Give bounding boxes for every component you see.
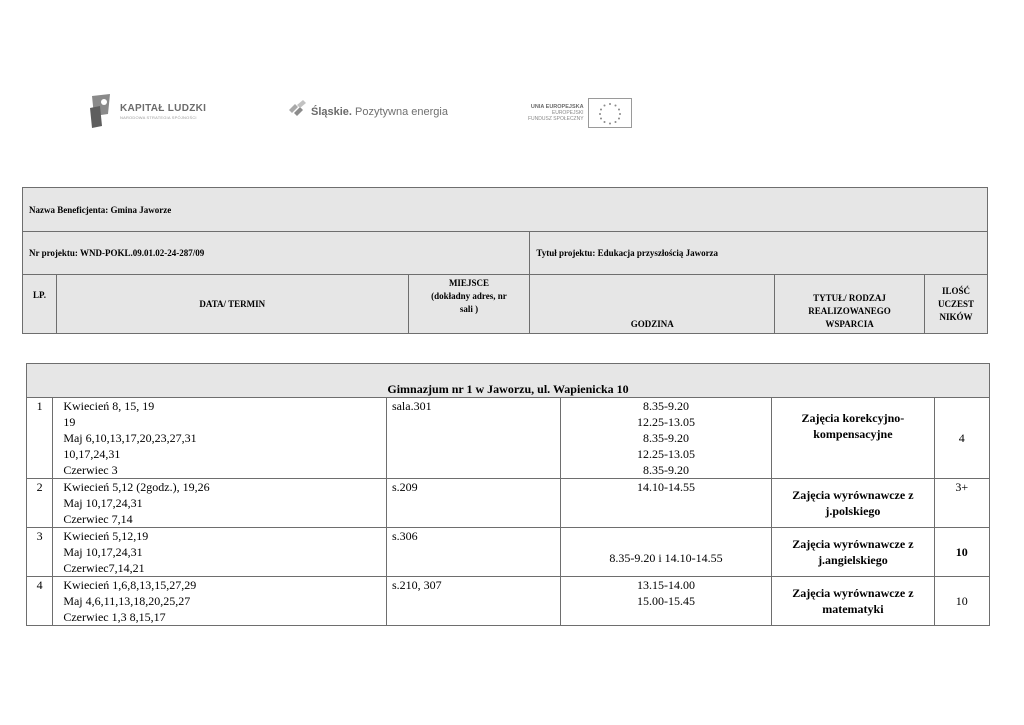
hour-line: 8.35-9.20 [643,399,689,413]
col-header-hour: GODZINA [530,275,775,334]
col-header-place-line2: (dokładny adres, nr [431,291,507,301]
col-header-participants [925,275,988,334]
row-place: sala.301 [386,398,560,479]
date-line: Czerwiec 1,3 8,15,17 [63,610,166,624]
date-line: 19 [63,415,76,429]
row-count: 10 [934,528,989,577]
table-row [27,479,990,528]
date-line: Maj 10,17,24,31 [63,496,143,510]
slaskie-name: Śląskie. [311,105,352,118]
date-line: Maj 10,17,24,31 [63,545,143,559]
col-header-date: DATA/ TERMIN [56,275,408,334]
beneficiary-cell: Nazwa Beneficjenta: Gmina Jaworze [23,188,988,232]
project-number-cell: Nr projektu: WND-POKL.09.01.02-24-287/09 [23,232,530,275]
slaskie-emblem-icon [289,100,307,123]
row-dates [53,528,387,577]
date-line: Czerwiec7,14,21 [63,561,145,575]
eu-line1: UNIA EUROPEJSKA [530,104,584,110]
date-line: Kwiecień 8, 15, 19 [63,399,155,413]
kapital-ludzki-emblem-icon [88,94,114,128]
row-dates [53,577,387,626]
row-lp: 4 [27,577,53,626]
hour-line: 12.25-13.05 [637,415,695,429]
row-hours [560,528,771,577]
schedule-table [26,363,990,626]
school-name-cell: Gimnazjum nr 1 w Jaworzu, ul. Wapienicka 10 [27,364,990,398]
date-line: Czerwiec 3 [63,463,118,477]
date-line: 10,17,24,31 [63,447,121,461]
eu-logo [528,98,632,128]
row-count: 3+ [934,479,989,528]
row-hours [560,577,771,626]
row-place: s.306 [386,528,560,577]
row-type: Zajęcia wyrównawcze z j.angielskiego [772,528,934,577]
col-header-type [775,275,925,334]
date-line: Maj 4,6,11,13,18,20,25,27 [63,594,191,608]
col-header-lp: LP. [23,275,57,334]
project-header-table [22,187,988,334]
date-line: Kwiecień 5,12 (2godz.), 19,26 [63,480,210,494]
row-type: Zajęcia wyrównawcze z matematyki [772,577,934,626]
hour-line: 14.10-14.55 [637,480,695,494]
row-place: s.210, 307 [386,577,560,626]
row-dates [53,398,387,479]
row-lp: 1 [27,398,53,479]
col-header-participants-line3: NIKÓW [939,311,973,322]
col-header-place-line3: sali ) [459,304,479,314]
hour-line: 8.35-9.20 [643,431,689,445]
date-line: Kwiecień 1,6,8,13,15,27,29 [63,578,197,592]
row-place: s.209 [386,479,560,528]
col-header-type-line3: WSPARCIA [825,319,874,329]
slaskie-slogan: Pozytywna energia [355,105,448,118]
col-header-place [408,275,530,334]
table-row [27,577,990,626]
row-dates [53,479,387,528]
eu-line2: EUROPEJSKI [551,110,584,116]
kapital-ludzki-title: KAPITAŁ LUDZKI [120,102,207,114]
logo-bar [0,92,1024,137]
kapital-ludzki-subtitle: NARODOWA STRATEGIA SPÓJNOŚCI [120,114,197,120]
col-header-type-line1: TYTUŁ/ RODZAJ [813,293,886,303]
project-title-cell: Tytuł projektu: Edukacja przyszłością Jaworza [530,232,988,275]
col-header-type-line2: REALIZOWANEGO [808,306,891,316]
hour-line: 12.25-13.05 [637,447,695,461]
hour-line: 8.35-9.20 i 14.10-14.55 [609,551,723,565]
table-row [27,528,990,577]
date-line: Maj 6,10,13,17,20,23,27,31 [63,431,197,445]
row-type: Zajęcia wyrównawcze z j.polskiego [772,479,934,528]
eu-flag-icon [588,98,632,128]
date-line: Czerwiec 7,14 [63,512,133,526]
row-count: 10 [934,577,989,626]
row-lp: 3 [27,528,53,577]
kapital-ludzki-logo [88,94,206,128]
col-header-participants-line2: UCZEST [937,298,974,309]
hour-line: 13.15-14.00 [637,578,695,592]
row-type: Zajęcia korekcyjno-kompensacyjne [772,398,934,479]
row-hours [560,479,771,528]
col-header-participants-line1: ILOŚĆ [941,285,970,296]
date-line: Kwiecień 5,12,19 [63,529,149,543]
row-lp: 2 [27,479,53,528]
eu-line3: FUNDUSZ SPOŁECZNY [528,116,584,122]
row-hours [560,398,771,479]
slaskie-logo [289,100,448,123]
col-header-place-line1: MIEJSCE [448,278,489,288]
row-count: 4 [934,398,989,479]
hour-line: 8.35-9.20 [643,463,689,477]
table-row [27,398,990,479]
hour-line: 15.00-15.45 [637,594,695,608]
